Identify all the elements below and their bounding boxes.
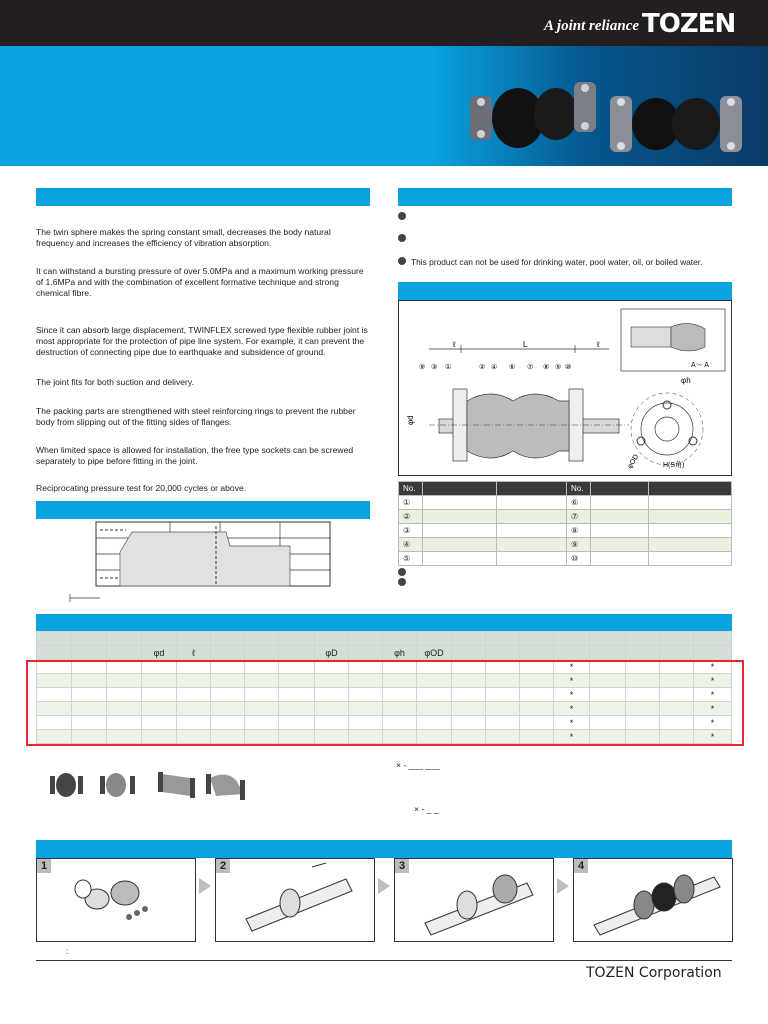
table-cell [497,510,567,524]
table-cell [349,646,383,660]
parts-header-no: No. [567,482,591,496]
displacement-chart [60,516,370,602]
table-cell [649,524,732,538]
callout-4: ④ [491,363,498,371]
table-cell: * [554,660,590,674]
table-cell [660,632,694,646]
table-cell [349,632,383,646]
table-cell [279,632,315,646]
table-cell: * [554,716,590,730]
dim-l1: ℓ [453,340,456,349]
table-cell [591,510,649,524]
spec-col-phi-d: φd [142,646,177,660]
brand-tagline: A joint reliance [544,18,640,34]
table-cell [486,646,520,660]
part-no: ⑩ [567,552,591,566]
step-arrow-icon [199,878,211,894]
table-cell [72,632,107,646]
brand-logo: TOZEN [642,9,736,39]
table-cell [591,538,649,552]
callout-9: ⑨ [419,363,426,371]
step-2-panel [215,858,375,942]
table-cell [626,632,660,646]
spec-header [36,614,732,632]
table-cell [497,552,567,566]
formula-2: × - _ _ [414,804,439,814]
feature-7: Reciprocating pressure test for 20,000 cycles or above. [36,483,247,493]
step-4-illustration [574,859,732,941]
callout-2: ② [479,363,486,371]
table-cell [497,496,567,510]
part-no: ⑨ [567,538,591,552]
section-aa-label: A～ A [691,362,709,369]
table-cell [554,646,590,660]
table-cell: * [694,702,732,716]
table-cell [660,646,694,660]
feature-3: Since it can absorb large displacement, TWINFLEX screwed type flexible rubber joint is most appropriate for the protection of pipe line system. For example, it can prevent the destruction of connecting pipe due to earthquake and subsidence of ground. [36,325,368,357]
table-cell [626,646,660,660]
spec-col-l: ℓ [177,646,211,660]
table-cell: * [554,688,590,702]
step-number: 1 [37,859,51,873]
table-cell [520,646,554,660]
parts-header-no: No. [399,482,423,496]
table-cell [107,646,142,660]
part-no: ③ [399,524,423,538]
part-no: ⑧ [567,524,591,538]
table-cell [649,552,732,566]
table-cell: * [554,702,590,716]
part-no: ④ [399,538,423,552]
table-cell [279,646,315,660]
company-name: TOZEN Corporation [586,965,722,981]
step-1-illustration [37,859,195,941]
parts-row [399,552,732,566]
table-cell [649,496,732,510]
dim-phi-h: φh [681,376,691,385]
dim-hs: H(S角) [663,462,685,469]
table-cell [590,632,626,646]
feature-4: The joint fits for both suction and delivery. [36,377,194,387]
table-cell [383,632,417,646]
parts-header-row [399,482,732,496]
callout-3: ③ [431,363,438,371]
bullet-icon [398,234,406,242]
footer-rule [36,960,732,961]
note-drinking-water: This product can not be used for drinking water, pool water, oil, or boiled water. [411,257,703,267]
callout-8: ⑧ [543,363,550,371]
formula-1: × - ___ ___ [396,760,440,770]
part-no: ⑤ [399,552,423,566]
part-no: ⑦ [567,510,591,524]
table-cell [245,632,279,646]
parts-header-cell [497,482,567,496]
parts-row [399,496,732,510]
parts-row [399,524,732,538]
table-cell [423,496,497,510]
table-cell [452,646,486,660]
table-cell [37,632,72,646]
table-cell [417,632,452,646]
parts-row [399,538,732,552]
table-cell [520,632,554,646]
part-no: ② [399,510,423,524]
step-number: 2 [216,859,230,873]
callout-7: ⑦ [527,363,534,371]
part-no: ⑥ [567,496,591,510]
step-1-panel [36,858,196,942]
table-cell: * [554,674,590,688]
footer-colon: : [66,946,69,956]
table-cell [177,632,211,646]
table-cell [452,632,486,646]
parts-row [399,510,732,524]
table-cell [649,510,732,524]
table-cell [72,646,107,660]
spec-header-row-2 [37,646,732,660]
table-cell [694,646,732,660]
table-cell [315,632,349,646]
table-cell [245,646,279,660]
step-number: 3 [395,859,409,873]
table-cell [211,646,245,660]
table-cell [591,552,649,566]
parts-header-cell [649,482,732,496]
table-cell [591,496,649,510]
notes-header [398,188,732,206]
table-cell [423,510,497,524]
installation-header [36,840,732,858]
parts-header-cell [591,482,649,496]
callout-10: ⑩ [565,363,572,371]
spec-col-phi-h: φh [383,646,417,660]
drawing-header [398,282,732,300]
part-no: ① [399,496,423,510]
table-cell [107,632,142,646]
bullet-icon [398,212,406,220]
dim-L: L [523,340,528,349]
dim-phi-od: φOD [626,453,641,470]
table-cell [423,524,497,538]
highlight-box [26,660,744,746]
spec-header-row-1 [37,632,732,646]
step-2-illustration [216,859,374,941]
step-number: 4 [574,859,588,873]
step-3-illustration [395,859,553,941]
brand-bar [0,0,768,46]
table-cell: * [694,674,732,688]
table-cell: * [694,730,732,744]
table-cell [694,632,732,646]
step-3-panel [394,858,554,942]
table-cell [142,632,177,646]
feature-1: The twin sphere makes the spring constant small, decreases the body natural frequency and increases the efficiency of vibration absorption. [36,227,331,248]
step-4-panel [573,858,733,942]
feature-2: It can withstand a bursting pressure of over 5.0MPa and a maximum working pressure of 1.6MPa and with the combination of excellent formative technique and strong chemical fibre. [36,266,364,298]
table-cell: * [694,660,732,674]
table-cell [497,524,567,538]
dim-phi-d: φd [406,415,415,425]
table-cell [497,538,567,552]
bullet-icon [398,578,406,586]
feature-5: The packing parts are strengthened with steel reinforcing rings to prevent the rubber body from slipping out of the fitting sides of flanges. [36,406,356,427]
dim-l2: ℓ [597,340,600,349]
spec-col-phi-od: φOD [417,646,452,660]
table-cell [649,538,732,552]
table-cell: * [694,688,732,702]
table-cell: * [694,716,732,730]
movement-diagrams [40,768,260,802]
table-cell [590,646,626,660]
parts-header-cell [423,482,497,496]
table-cell [591,524,649,538]
step-arrow-icon [378,878,390,894]
table-cell: * [554,730,590,744]
table-cell [211,632,245,646]
features-header [36,188,370,206]
callout-5: ⑤ [555,363,562,371]
spec-col-phi-D: φD [315,646,349,660]
product-photo [434,46,768,166]
callout-1: ① [445,363,452,371]
step-arrow-icon [557,878,569,894]
feature-6: When limited space is allowed for installation, the free type sockets can be screwed separately to pipe before fitting in the joint. [36,445,354,466]
dimension-drawing [398,300,732,476]
parts-table [398,481,732,566]
table-cell [423,538,497,552]
table-cell [486,632,520,646]
hero-photo-area [434,46,768,166]
bullet-icon [398,568,406,576]
bullet-icon [398,257,406,265]
table-cell [423,552,497,566]
callout-6: ⑥ [509,363,516,371]
table-cell [37,646,72,660]
table-cell [554,632,590,646]
